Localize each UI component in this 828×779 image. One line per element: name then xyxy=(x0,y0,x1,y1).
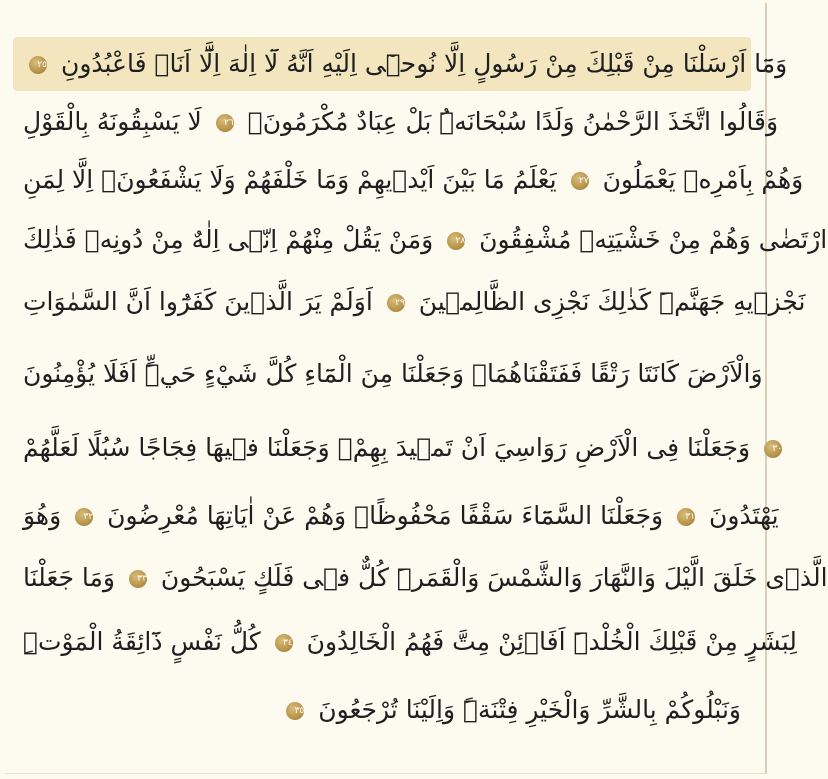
verse-line-2[interactable] xyxy=(13,95,779,149)
ayah-end-marker-icon: ٣١ xyxy=(677,508,695,526)
verse-text: لَا يَسْبِقُونَهُ بِالْقَوْلِ xyxy=(23,107,202,136)
verse-line-1[interactable] xyxy=(13,37,788,91)
verse-line-9[interactable] xyxy=(13,551,828,605)
verse-line-4[interactable] xyxy=(13,213,828,267)
verse-text: يَهْتَدُونَ xyxy=(709,501,779,530)
verse-text: وَهُوَ xyxy=(23,501,62,530)
verse-text: لِبَشَرٍ مِنْ قَبْلِكَ الْخُلْدَۜ اَفَا۬ئِنْ مِتَّ فَهُمُ الْخَالِدُونَ xyxy=(306,627,797,656)
verse-line-11[interactable] xyxy=(13,683,751,737)
ayah-end-marker-icon: ٣٤ xyxy=(275,634,293,652)
ayah-end-marker-icon: ٢٩ xyxy=(387,294,405,312)
ayah-end-marker-icon: ٣٣ xyxy=(129,570,147,588)
ayah-end-marker-icon: ٢٥ xyxy=(29,56,47,74)
verse-line-3[interactable] xyxy=(13,153,804,207)
verse-line-10[interactable] xyxy=(13,615,797,669)
ayah-end-marker-icon: ٢٧ xyxy=(571,172,589,190)
verse-text: اَوَلَمْ يَرَ الَّذٖينَ كَفَرُٓوا اَنَّ السَّمٰوَاتِ xyxy=(23,287,373,316)
verse-line-8[interactable] xyxy=(13,489,779,543)
verse-text: وَهُمْ بِاَمْرِهٖ يَعْمَلُونَ xyxy=(602,165,804,194)
verse-text: وَمَٓا اَرْسَلْنَا مِنْ قَبْلِكَ مِنْ رَسُولٍ اِلَّا نُوحٖٓى اِلَيْهِ اَنَّهُ لَٓا اِلٰهَ اِلَّٓا اَنَا۬ فَاعْبُدُونِ xyxy=(60,49,788,78)
verse-text: يَعْلَمُ مَا بَيْنَ اَيْدٖيهِمْ وَمَا خَلْفَهُمْ وَلَا يَشْفَعُونَۙ اِلَّا لِمَنِ xyxy=(23,165,557,194)
verse-line-7[interactable] xyxy=(13,421,783,475)
verse-line-5[interactable] xyxy=(13,275,806,329)
verse-text: نَجْزٖيهِ جَهَنَّمَۜ كَذٰلِكَ نَجْزِى الظَّالِمٖينَ xyxy=(418,287,806,316)
ayah-end-marker-icon: ٣٠ xyxy=(764,440,782,458)
verse-text: الَّذٖى خَلَقَ الَّيْلَ وَالنَّهَارَ وَالشَّمْسَ وَالْقَمَرَۜ كُلٌّ فٖى فَلَكٍ يَسْبَحُونَ xyxy=(160,563,828,592)
ayah-end-marker-icon: ٣٢ xyxy=(75,508,93,526)
mushaf-page xyxy=(5,3,828,774)
verse-text: وَالْاَرْضَ كَانَتَا رَتْقًا فَفَتَقْنَاهُمَاۜ وَجَعَلْنَا مِنَ الْمَٓاءِ كُلَّ شَيْءٍ حَيٍّۜ اَفَلَا يُؤْمِنُونَ xyxy=(23,359,763,388)
verse-text: وَمَا جَعَلْنَا xyxy=(23,563,115,592)
ayah-end-marker-icon: ٢٦ xyxy=(216,114,234,132)
verse-text: وَمَنْ يَقُلْ مِنْهُمْ اِنّٖى اِلٰهٌ مِنْ دُونِهٖ فَذٰلِكَ xyxy=(23,225,434,254)
verse-text: كُلُّ نَفْسٍ ذَٓائِقَةُ الْمَوْتِۜ xyxy=(23,627,261,656)
ayah-end-marker-icon: ٢٨ xyxy=(447,232,465,250)
ayah-end-marker-icon: ٣٥ xyxy=(286,702,304,720)
verse-text: وَجَعَلْنَا فِى الْاَرْضِ رَوَاسِيَ اَنْ تَمٖيدَ بِهِمْۖ وَجَعَلْنَا فٖيهَا فِجَاجًا سُبُلًا لَعَلَّهُمْ xyxy=(23,433,751,462)
verse-text: وَنَبْلُوكُمْ بِالشَّرِّ وَالْخَيْرِ فِتْنَةًۜ وَاِلَيْنَا تُرْجَعُونَ xyxy=(318,695,741,724)
verse-text: وَقَالُوا اتَّخَذَ الرَّحْمٰنُ وَلَدًا سُبْحَانَهُۜ بَلْ عِبَادٌ مُكْرَمُونَۙ xyxy=(247,107,779,136)
verse-line-6[interactable] xyxy=(13,347,763,401)
verse-text: وَجَعَلْنَا السَّمَٓاءَ سَقْفًا مَحْفُوظًاۚ وَهُمْ عَنْ اٰيَاتِهَا مُعْرِضُونَ xyxy=(107,501,664,530)
verse-text: ارْتَضٰى وَهُمْ مِنْ خَشْيَتِهٖ مُشْفِقُونَ xyxy=(479,225,828,254)
